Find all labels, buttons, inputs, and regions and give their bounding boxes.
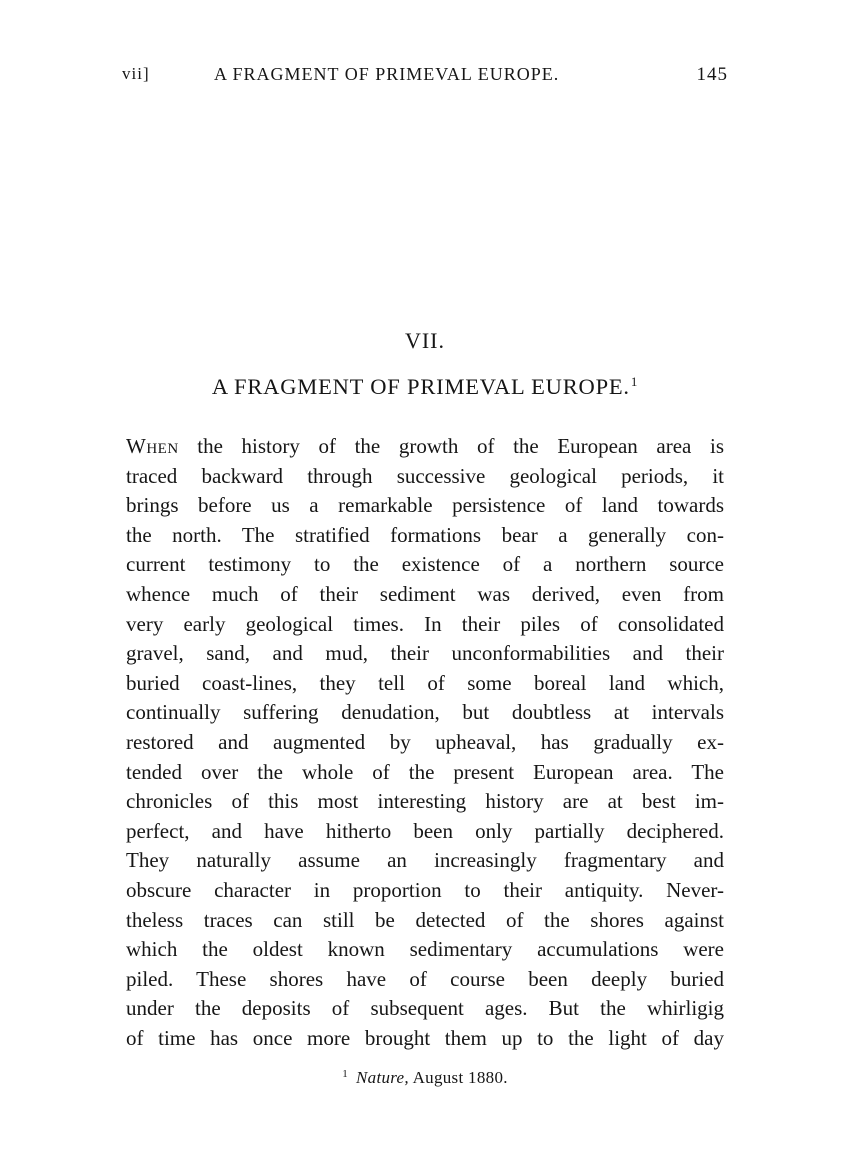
chapter-title (0, 374, 850, 400)
running-head (122, 64, 728, 92)
text-line: theless traces can still be detected of the shores against (126, 907, 724, 932)
chapter-title-text: A FRAGMENT OF PRIMEVAL EUROPE. (211, 374, 630, 399)
text-line: brings before us a remarkable persistence of land towards (126, 493, 724, 518)
text-line: They naturally assume an increasingly fragmentary and (126, 848, 724, 873)
footnote-marker: 1 (342, 1068, 349, 1080)
text-line: of time has once more brought them up to the light of day (126, 1025, 724, 1050)
text-line: very early geological times. In their piles of consolidated (126, 611, 724, 636)
text-line: gravel, sand, and mud, their unconformabilities and their (126, 641, 724, 666)
chapter-number: VII. (404, 328, 446, 353)
text-line: continually suffering denudation, but doubtless at intervals (126, 700, 724, 725)
text-line: buried coast-lines, they tell of some boreal land which, (126, 670, 724, 695)
page-number: 145 (696, 64, 728, 85)
running-head-chapter: vii] (122, 64, 150, 83)
text-line: the north. The stratified formations bear a generally con- (126, 522, 724, 547)
drop-word: When (126, 434, 179, 458)
text-line: whence much of their sediment was derived, even from (126, 581, 724, 606)
text-line: which the oldest known sedimentary accumulations were (126, 937, 724, 962)
text-line: under the deposits of subsequent ages. But the whirligig (126, 996, 724, 1021)
text-line: traced backward through successive geological periods, it (126, 463, 724, 488)
text-line: obscure character in proportion to their antiquity. Never- (126, 877, 724, 902)
text-line: chronicles of this most interesting history are at best im- (126, 789, 724, 814)
chapter-title-footnote-marker: 1 (630, 374, 639, 389)
text-line: restored and augmented by upheaval, has gradually ex- (126, 729, 724, 754)
footnote (0, 1068, 850, 1088)
footnote-source: Nature, (356, 1068, 409, 1087)
text-line-content: the history of the growth of the European area is (178, 434, 724, 458)
text-line: tended over the whole of the present European area. The (126, 759, 724, 784)
footnote-date: August 1880. (408, 1068, 508, 1087)
text-line: perfect, and have hitherto been only partially deciphered. (126, 818, 724, 843)
text-line: piled. These shores have of course been deeply buried (126, 966, 724, 991)
body-paragraph (126, 432, 724, 1053)
text-line: current testimony to the existence of a northern source (126, 552, 724, 577)
text-line (126, 432, 724, 462)
running-head-title: A FRAGMENT OF PRIMEVAL EUROPE. (214, 64, 560, 84)
